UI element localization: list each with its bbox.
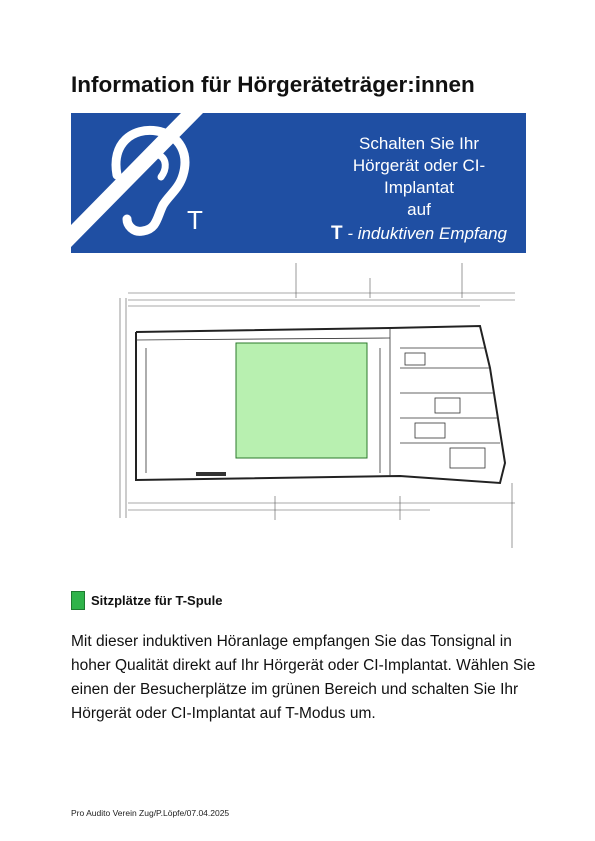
legend — [71, 591, 222, 610]
banner-line-1: Schalten Sie Ihr — [358, 134, 479, 153]
t-coil-seating-area — [236, 343, 367, 458]
icon-t-letter: T — [187, 205, 203, 235]
floor-plan — [100, 258, 520, 553]
legend-swatch — [71, 591, 85, 610]
page-title: Information für Hörgeräteträger:innen — [71, 72, 475, 97]
legend-label: Sitzplätze für T-Spule — [91, 593, 223, 608]
banner-line-3: auf — [407, 200, 431, 219]
hearing-loop-banner — [71, 113, 526, 253]
body-text: Mit dieser induktiven Höranlage empfangen Sie das Tonsignal in hoher Qualität direkt auf Ihr Hörgerät oder CI-Implantat. Wählen Sie einen der Besucherplätze im grünen Bereich und schalten Sie Ihr Hörgerät oder CI-Implantat auf T-Modus um. — [71, 633, 536, 722]
banner-t-letter: T — [330, 223, 343, 244]
banner-line-4: - induktiven Empfang — [342, 224, 508, 243]
banner-line-2: Hörgerät oder CI-Implantat — [352, 156, 486, 197]
footer: Pro Audito Verein Zug/P.Löpfe/07.04.2025 — [71, 808, 230, 818]
banner-text — [319, 133, 519, 245]
